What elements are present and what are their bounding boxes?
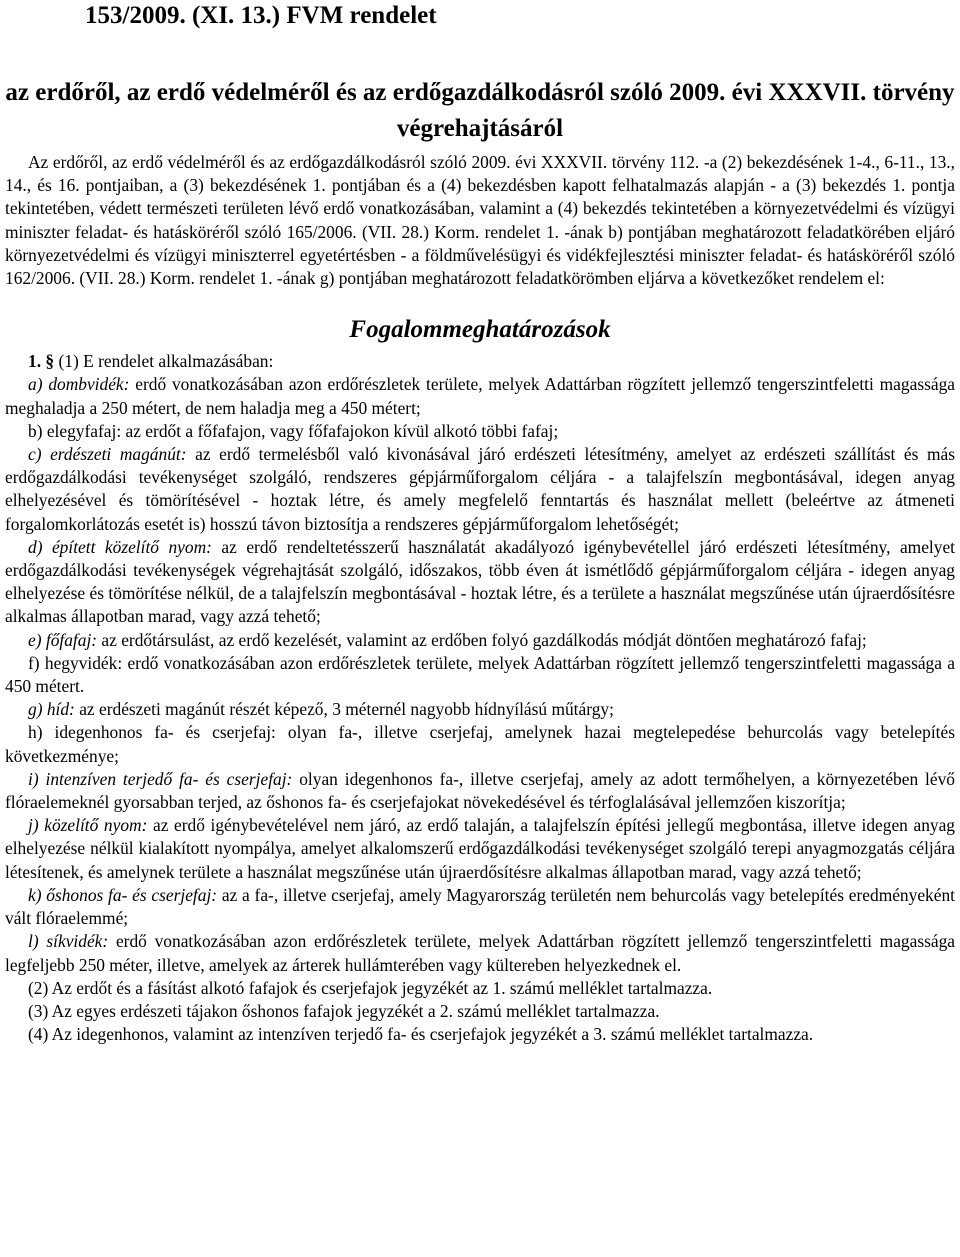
definition-term: l) síkvidék: [28,931,109,952]
section-1-intro [5,350,955,373]
definition-text: az erdő igénybevételével nem járó, az erdő talaján, a talajfelszín építési jellegű megbontása, illetve idegen anyag elhelyezése nélkül kialakított nyompálya, amelyet alkalomszerű erdőgazdálkodási tevékenységet szolgáló terepi anyagmozgatás céljára létesítenek, és amelynek területe a használat megszűnése után újraerdősítésre alkalmas állapotban marad, vagy azzá tehető; [5,815,956,882]
definition-text: f) hegyvidék: erdő vonatkozásában azon erdőrészletek területe, melyek Adattárban rögzített jellemző tengerszintfeletti magassága a 450 métert. [5,652,955,697]
definition-item [5,373,955,419]
definition-term: c) erdészeti magánút: [28,444,187,465]
paragraph-3: (3) Az egyes erdészeti tájakon őshonos fafajok jegyzékét a 2. számú melléklet tartalmazza. [28,1000,660,1021]
definition-term: i) intenzíven terjedő fa- és cserjefaj: [28,768,293,789]
definitions-list [5,373,955,976]
definition-text: az erdészeti magánút részét képező, 3 méternél nagyobb hídnyílású műtárgy; [74,699,614,720]
definition-item [5,930,955,976]
definition-term: j) közelítő nyom: [28,815,148,836]
section-intro-text: (1) E rendelet alkalmazásában: [58,351,274,372]
section-sign: § [45,351,55,372]
definition-text: az erdő rendeltetésszerű használatát akadályozó igénybevétellel járó erdészeti létesítmény, amelyet erdőgazdálkodási tevékenységek végrehajtását szolgáló, időszakos, több éven át ismétlődő gépjárműforgalom céljára - idegen anyag elhelyezése és tömörítése nélkül, de a talajfelszín megbontásával - hoztak létre, és a területe a használat megszűnése után újraerdősítésre alkalmas állapotban marad, vagy azzá tehető; [5,536,955,627]
regulation-title: 153/2009. (XI. 13.) FVM rendelet [85,2,437,29]
paragraph-2: (2) Az erdőt és a fásítást alkotó fafajok és cserjefajok jegyzékét az 1. számú melléklet tartalmazza. [28,977,713,998]
definition-item [5,536,955,629]
closing-paragraphs [5,977,955,1047]
definition-text: erdő vonatkozásában azon erdőrészletek területe, melyek Adattárban rögzített jellemző tengerszintfeletti magassága meghaladja a 250 métert, de nem haladja meg a 450 métert; [5,374,955,418]
definition-term: d) épített közelítő nyom: [28,536,212,557]
definition-item [5,814,955,884]
preamble-paragraph: Az erdőről, az erdő védelméről és az erdőgazdálkodásról szóló 2009. évi XXXVII. törvény 112. -a (2) bekezdésének 1-4., 6-11., 13., 14., és 16. pontjaiban, a (3) bekezdésének 1. pontjában és a (4) bekezdésben kapott felhatalmazás alapján - a (3) bekezdés 1. pontja tekintetében, védett természeti területen lévő erdő vonatkozásában, valamint a (4) bekezdés tekintetében a környezetvédelmi és vízügyi miniszter feladat- és hatásköréről szóló 165/2006. (VII. 28.) Korm. rendelet 1. -ának b) pontjában meghatározott feladatkörében eljáró környezetvédelmi és vízügyi miniszterrel egyetértésben - a földművelésügyi és vidékfejlesztési miniszter feladat- és hatásköréről szóló 162/2006. (VII. 28.) Korm. rendelet 1. -ának g) pontjában meghatározott feladatkörömben eljárva a következőket rendelem el: [5,152,955,289]
regulation-subtitle: az erdőről, az erdő védelméről és az erdőgazdálkodásról szóló 2009. évi XXXVII. törvény végrehajtásáról [5,79,955,142]
definition-item [5,420,955,443]
definition-item [5,652,955,698]
definition-term: e) főfafaj: [28,629,98,650]
definition-item [5,768,955,814]
paragraph-4: (4) Az idegenhonos, valamint az intenzíven terjedő fa- és cserjefajok jegyzékét a 3. számú melléklet tartalmazza. [28,1024,814,1045]
definition-item [5,698,955,721]
definition-item [5,443,955,536]
definition-text: erdő vonatkozásában azon erdőrészletek területe, melyek Adattárban rögzített jellemző tengerszintfeletti magassága legfeljebb 250 méter, illetve, amelyek az árterek hullámterében vagy kültereben helyezkednek el. [5,931,956,975]
definition-item [5,629,955,652]
definition-text: h) idegenhonos fa- és cserjefaj: olyan fa-, illetve cserjefaj, amelynek hazai megtelepedése behurcolás vagy betelepítés következménye; [5,722,955,766]
definition-text: b) elegyfafaj: az erdőt a főfafajon, vagy főfafajokon kívül alkotó többi fafaj; [28,420,559,441]
definition-term: a) dombvidék: [28,374,130,395]
definition-text: az erdő termelésből való kivonásával járó erdészeti létesítmény, amelyet az erdészeti szállítást és más erdőgazdálkodási tevékenységet szolgáló, rendszeres gépjárműforgalom céljára - a talajfelszín megbontásával, idegen anyag elhelyezésével és tömörítésével - hoztak létre, és amely megfelelő fenntartás és használat mellett (beleértve az átmeneti forgalomkorlátozás esetét is) hosszú távon biztosítja a rendszeres gépjárműforgalom lehetőségét; [5,444,955,534]
definition-term: k) őshonos fa- és cserjefaj: [28,884,218,905]
definition-text: az a fa-, illetve cserjefaj, amely Magyarország területén nem behurcolás vagy betelepítés eredményeként vált flóraelemmé; [5,884,955,929]
section-number: 1. [28,351,42,372]
definition-term: g) híd: [28,699,75,720]
definition-item [5,884,955,930]
definition-text: az erdőtársulást, az erdő kezelését, valamint az erdőben folyó gazdálkodás módját döntően meghatározó fafaj; [97,629,867,650]
section-heading: Fogalommeghatározások [349,316,611,344]
definition-text: olyan idegenhonos fa-, illetve cserjefaj, amely az adott termőhelyen, a környezetében lévő flóraelemeknél gyorsabban terjed, az őshonos fa- és cserjefajokat növekedésével és térfoglalásával jellemzően kiszorítja; [5,768,955,813]
definition-item [5,721,955,767]
